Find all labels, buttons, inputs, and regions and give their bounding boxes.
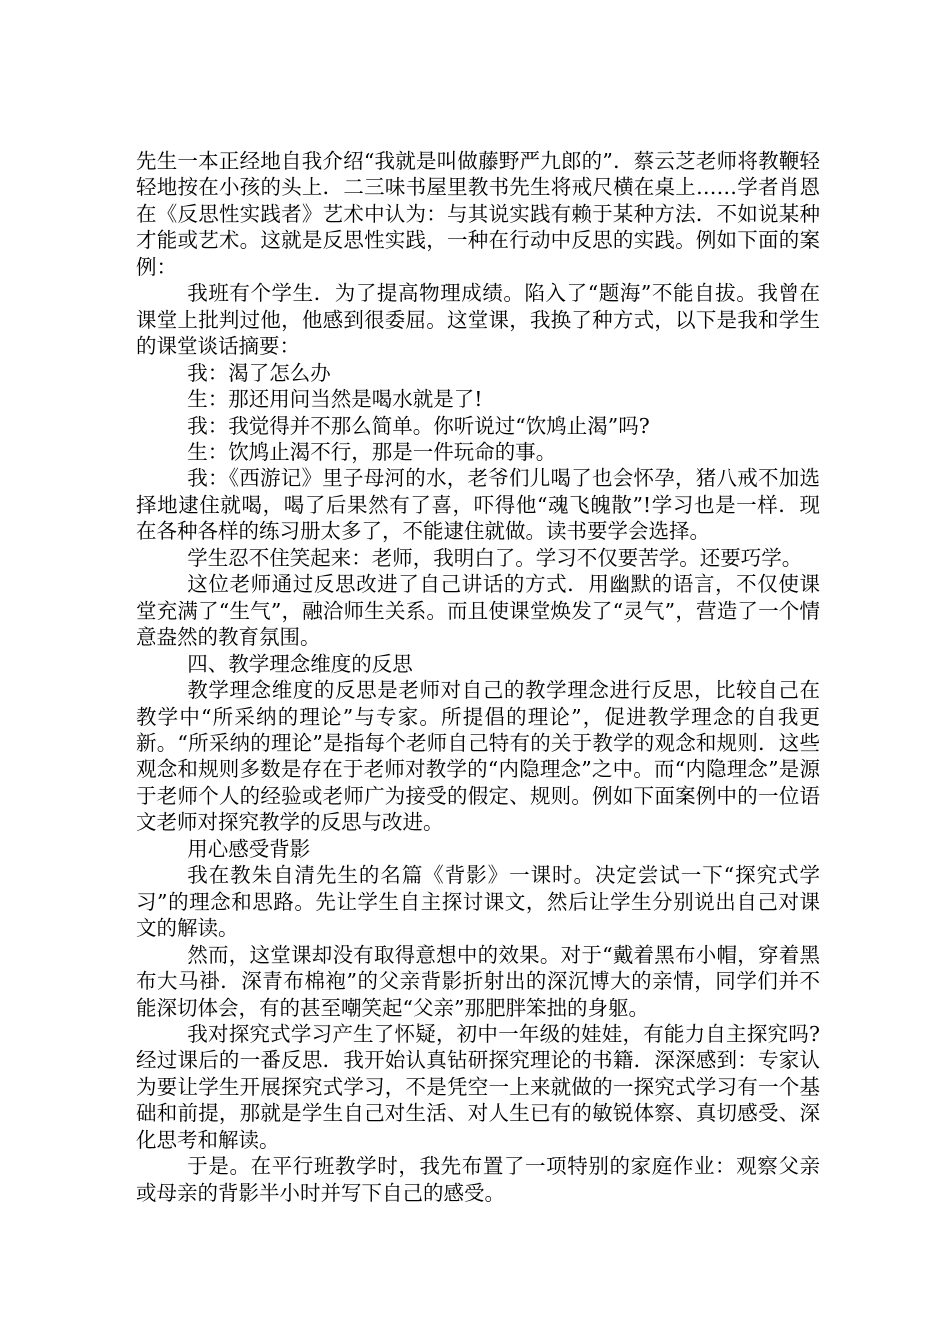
paragraph-intro: 先生一本正经地自我介绍“我就是叫做藤野严九郎的”．蔡云芝老师将教鞭轻轻地按在小孩的头上．二三味书屋里教书先生将戒尺横在桌上……学者肖恩在《反思性实践者》艺术中认为：与其说实践有赖于某种方法．不如说某种才能或艺术。这就是反思性实践，一种在行动中反思的实践。例如下面的案例： [136, 149, 820, 279]
paragraph-case-result: 然而，这堂课却没有取得意想中的效果。对于“戴着黑布小帽，穿着黑布大马褂．深青布棉袍”的父亲背影折射出的深沉博大的亲情，同学们并不能深切体会，有的甚至嘲笑起“父亲”那肥胖笨拙的身躯。 [136, 942, 820, 1020]
paragraph-case-beiying: 我在教朱自清先生的名篇《背影》一课时。决定尝试一下“探究式学习”的理念和思路。先让学生自主探讨课文，然后让学生分别说出自己对课文的解读。 [136, 863, 820, 941]
paragraph-case-reflection: 我对探究式学习产生了怀疑，初中一年级的娃娃，有能力自主探究吗?经过课后的一番反思．我开始认真钻研探究理论的书籍．深深感到：专家认为要让学生开展探究式学习，不是凭空一上来就做的一探究式学习有一个基础和前提，那就是学生自己对生活、对人生已有的敏锐体察、真切感受、深化思考和解读。 [136, 1021, 820, 1152]
dialogue-line: 生：那还用问当然是喝水就是了! [187, 387, 483, 412]
section-heading: 四、教学理念维度的反思 [187, 651, 413, 676]
dialogue-line: 我：我觉得并不那么简单。你听说过“饮鸠止渴”吗? [187, 413, 650, 438]
paragraph-student-reply: 学生忍不住笑起来：老师，我明白了。学习不仅要苦学。还要巧学。 [187, 545, 803, 570]
case-title: 用心感受背影 [187, 836, 311, 861]
paragraph-teaching-concept: 教学理念维度的反思是老师对自己的教学理念进行反思，比较自己在教学中“所采纳的理论”与专家。所提倡的理论”，促进教学理念的自我更新。“所采纳的理论”是指每个老师自己特有的关于教学的观念和规则．这些观念和规则多数是存在于老师对教学的“内隐理念”之中。而“内隐理念”是源于老师个人的经验或老师广为接受的假定、规则。例如下面案例中的一位语文老师对探究教学的反思与改进。 [136, 678, 820, 835]
paragraph-case-student: 我班有个学生．为了提高物理成绩。陷入了“题海”不能自拔。我曾在课堂上批判过他，他感到很委屈。这堂课，我换了种方式，以下是我和学生的课堂谈话摘要： [136, 281, 820, 359]
dialogue-line: 我：渴了怎么办 [187, 360, 331, 385]
paragraph-analysis: 这位老师通过反思改进了自己讲话的方式．用幽默的语言，不仅使课堂充满了“生气”，融洽师生关系。而且使课堂焕发了“灵气”，营造了一个情意盎然的教育氛围。 [136, 572, 820, 650]
dialogue-line: 我：《西游记》里子母河的水，老爷们儿喝了也会怀孕，猪八戒不加选择地逮住就喝，喝了后果然有了喜，吓得他“魂飞魄散”!学习也是一样．现在各种各样的练习册太多了，不能逮住就做。读书要学会选择。 [136, 466, 820, 544]
document-page [136, 148, 820, 1206]
paragraph-case-improvement: 于是。在平行班教学时，我先布置了一项特别的家庭作业：观察父亲或母亲的背影半小时并写下自己的感受。 [136, 1154, 820, 1205]
dialogue-line: 生：饮鸠止渴不行，那是一件玩命的事。 [187, 439, 557, 464]
